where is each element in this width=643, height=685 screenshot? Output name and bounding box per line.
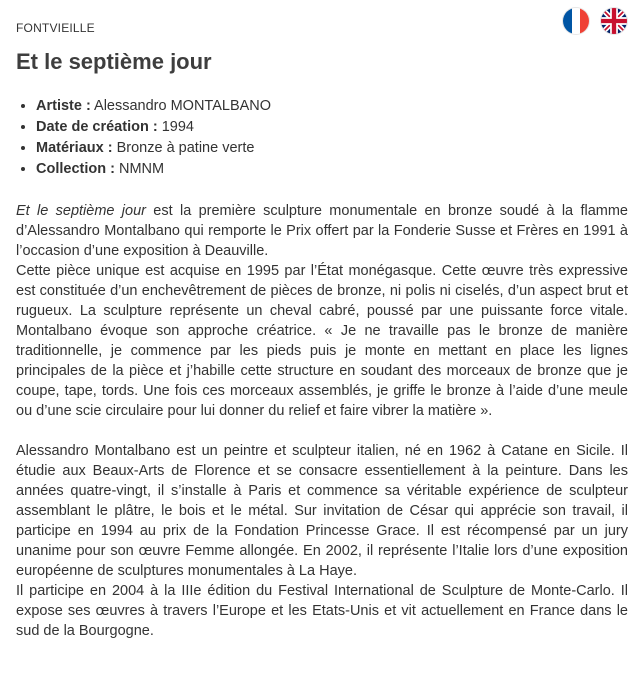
- artwork-details-list: [16, 96, 271, 180]
- detail-value: Alessandro MONTALBANO: [94, 98, 272, 114]
- location-label: FONTVIEILLE: [16, 21, 95, 35]
- detail-label: Matériaux :: [36, 140, 113, 156]
- artwork-title-inline: Et le septième jour: [16, 203, 146, 219]
- paragraph-biography: Alessandro Montalbano est un peintre et sculpteur italien, né en 1962 à Catane en Sicile. Il étudie aux Beaux-Arts de Florence et se consacre essentiellement à la peinture. Dans les années quatre-vingt, il s’installe à Paris et commence sa véritable expérience de sculpteur assemblant le plâtre, le bois et le métal. Sur invitation de César qui apprécie son travail, il participe en 1994 au prix de la Fondation Princesse Grace. Il est récompensé par un jury unanime pour son œuvre Femme allongée. En 2002, il représente l’Italie lors d’une exposition européenne de sculptures monumentales à La Haye.: [16, 443, 628, 579]
- paragraph-intro: [16, 201, 628, 261]
- detail-label: Artiste :: [36, 98, 91, 114]
- page-title: Et le septième jour: [16, 49, 212, 74]
- detail-materials: [36, 138, 271, 159]
- description: [16, 201, 628, 641]
- paragraph-text: est la première sculpture monumentale en bronze soudé à la flamme d’Alessandro Montalbano qui remporte le Prix offert par la Fonderie Susse et Frères en 1991 à l’occasion d’une exposition à Deauville.: [16, 203, 628, 259]
- detail-label: Date de création :: [36, 119, 158, 135]
- detail-date: [36, 117, 271, 138]
- detail-value: Bronze à patine verte: [116, 140, 255, 156]
- detail-label: Collection :: [36, 161, 115, 177]
- uk-flag-icon[interactable]: [601, 8, 627, 34]
- detail-value: 1994: [161, 119, 194, 135]
- detail-artist: [36, 96, 271, 117]
- language-switcher: [563, 8, 627, 34]
- france-flag-icon[interactable]: [563, 8, 589, 34]
- detail-value: NMNM: [118, 161, 165, 177]
- detail-collection: [36, 159, 271, 180]
- paragraph-exhibitions: Il participe en 2004 à la IIIe édition du Festival International de Sculpture de Monte-Carlo. Il expose ses œuvres à travers l’Europe et les Etats-Unis et vit actuellement en France dans le sud de la Bourgogne.: [16, 583, 628, 639]
- paragraph-description: Cette pièce unique est acquise en 1995 par l’État monégasque. Cette œuvre très expressive est constituée d’un enchevêtrement de pièces de bronze, ni polis ni ciselés, d’un aspect brut et rugueux. La sculpture représente un cheval cabré, poussé par une puissante force vitale. Montalbano évoque son approche créatrice. « Je ne travaille pas le bronze de manière traditionnelle, je commence par les pieds puis je monte en mettant en place les lignes principales de la pièce et j’habille cette structure en soudant des morceaux de bronze que je coupe, tape, tords. Une fois ces morceaux assemblés, je griffe le bronze à l’aide d’une meule ou d’une scie circulaire pour lui donner du relief et faire vibrer la matière ».: [16, 263, 628, 419]
